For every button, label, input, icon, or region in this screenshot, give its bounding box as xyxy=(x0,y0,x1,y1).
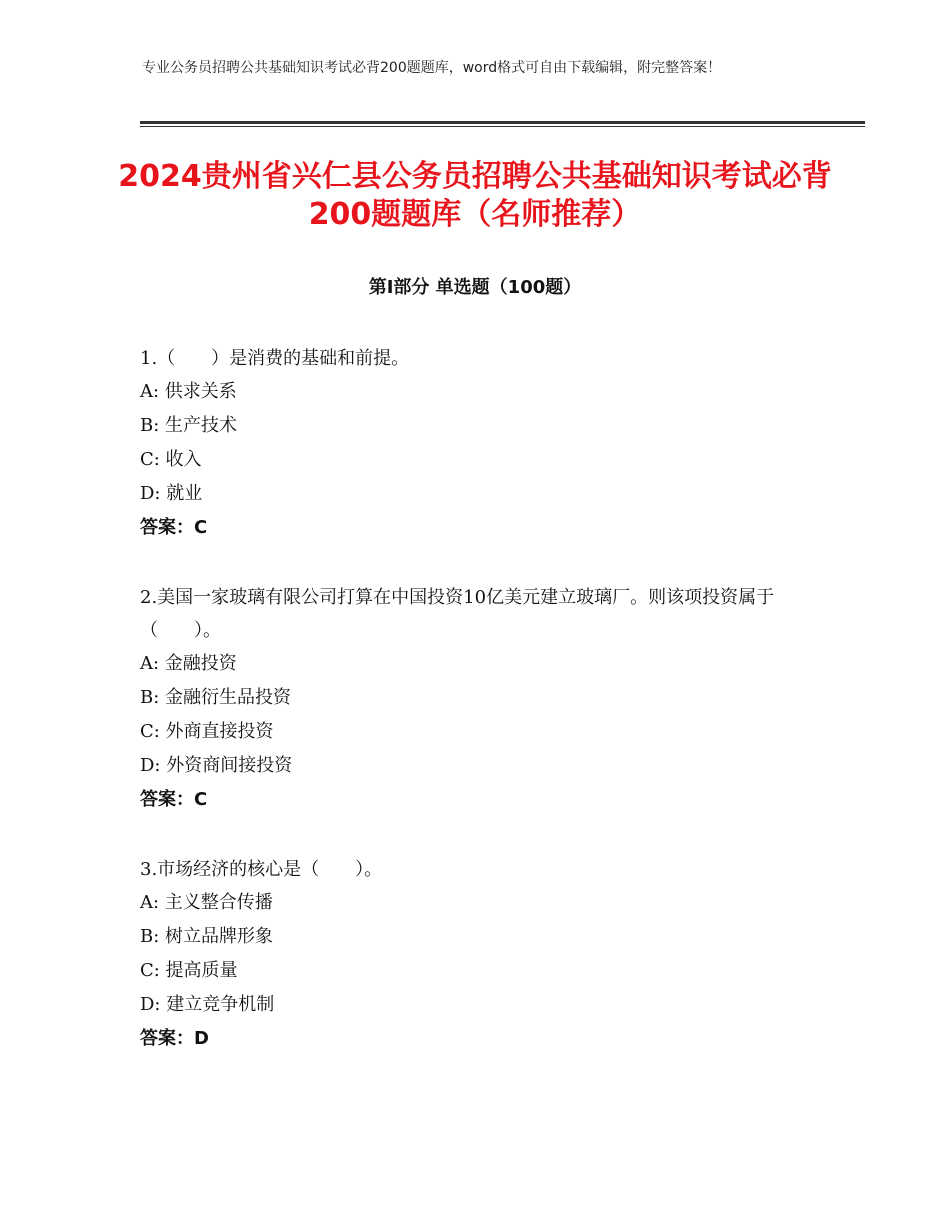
question-1 xyxy=(140,342,820,545)
answer: 答案：C xyxy=(140,517,208,538)
option-c: C: 收入 xyxy=(140,449,202,470)
option-a: A: 金融投资 xyxy=(140,653,237,674)
header-rule-thin xyxy=(140,126,865,127)
question-stem: 2.美国一家玻璃有限公司打算在中国投资10亿美元建立玻璃厂。则该项投资属于（ ）。 xyxy=(140,587,775,641)
option-a: A: 供求关系 xyxy=(140,381,237,402)
header-rule-thick xyxy=(140,121,865,124)
answer: 答案：C xyxy=(140,789,208,810)
option-d: D: 就业 xyxy=(140,483,203,504)
question-stem: 1.（ ）是消费的基础和前提。 xyxy=(140,348,410,369)
document-title: 2024贵州省兴仁县公务员招聘公共基础知识考试必背200题题库（名师推荐） xyxy=(118,159,832,232)
option-d: D: 外资商间接投资 xyxy=(140,755,293,776)
option-b: B: 金融衍生品投资 xyxy=(140,687,292,708)
question-3 xyxy=(140,853,820,1056)
question-2 xyxy=(140,581,820,817)
option-c: C: 提高质量 xyxy=(140,960,238,981)
option-c: C: 外商直接投资 xyxy=(140,721,274,742)
option-a: A: 主义整合传播 xyxy=(140,892,273,913)
option-d: D: 建立竞争机制 xyxy=(140,994,275,1015)
answer: 答案：D xyxy=(140,1028,209,1049)
question-stem: 3.市场经济的核心是（ ）。 xyxy=(140,859,383,880)
option-b: B: 树立品牌形象 xyxy=(140,926,274,947)
section-title: 第Ⅰ部分 单选题（100题） xyxy=(368,277,582,298)
header-note: 专业公务员招聘公共基础知识考试必背200题题库，word格式可自由下载编辑，附完整答案！ xyxy=(142,60,722,76)
option-b: B: 生产技术 xyxy=(140,415,238,436)
